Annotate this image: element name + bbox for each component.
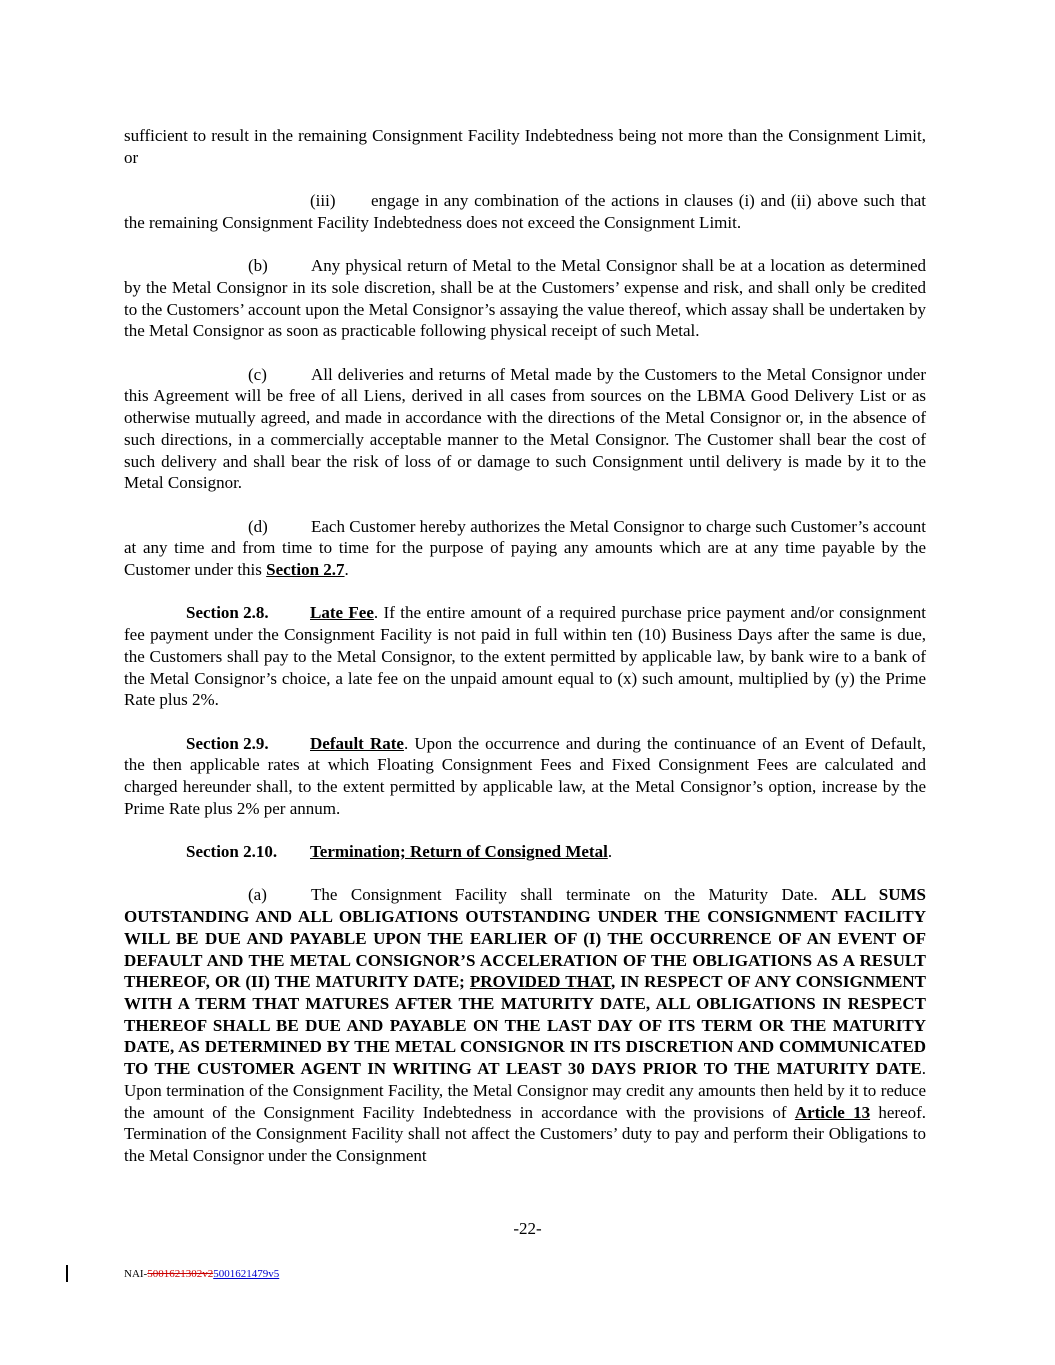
document-id-inserted: 5001621479v5 xyxy=(213,1268,280,1280)
clause-b xyxy=(124,255,926,342)
section-title: Default Rate xyxy=(310,733,404,753)
section-text: . Upon the occurrence and during the continuance of an Event of Default, the then applicable rates at which Floating Consignment Fees and Fixed Consignment Fees are calculated and charged hereunder shall, to the extent permitted by applicable law, at the Metal Consignor’s option, increase by the Prime Rate plus 2% per annum. xyxy=(124,733,926,818)
clause-text: Each Customer hereby authorizes the Metal Consignor to charge such Customer’s account at any time and from time to time for the purpose of paying any amounts which are at any time payable by the Customer under this xyxy=(124,516,926,579)
article-reference: Article 13 xyxy=(794,1102,871,1122)
clause-label: (a) xyxy=(248,885,267,905)
section-number: Section 2.10. xyxy=(186,842,278,862)
revision-change-bar xyxy=(66,1265,68,1282)
document-body xyxy=(124,125,926,1188)
clause-label: (b) xyxy=(248,256,268,276)
clause-c xyxy=(124,364,926,494)
clause-text: Any physical return of Metal to the Metal Consignor shall be at a location as determined by the Metal Consignor in its sole discretion, shall be at the Customers’ expense and risk, and shall only be credited to the Customers’ account upon the Metal Consignor’s assaying the value thereof, which assay shall be undertaken by the Metal Consignor as soon as practicable following physical receipt of such Metal. xyxy=(124,256,926,341)
page-number: -22- xyxy=(513,1219,542,1238)
clause-bold-text: , IN RESPECT OF ANY CONSIGNMENT WITH A TERM THAT MATURES AFTER THE MATURITY DATE, ALL OBLIGATIONS IN RESPECT THEREOF SHALL BE DUE AND PAYABLE ON THE LAST DAY OF ITS TERM OR THE MATURITY DATE, AS DETERMINED BY THE METAL CONSIGNOR IN ITS DISCRETION AND COMMUNICATED TO THE CUSTOMER AGENT IN WRITING AT LEAST 30 DAYS PRIOR TO THE MATURITY DATE xyxy=(124,972,926,1079)
section-text: . If the entire amount of a required purchase price payment and/or consignment fee payment under the Consignment Facility is not paid in full within ten (10) Business Days after the same is due, the Customers shall pay to the Metal Consignor, to the extent permitted by applicable law, by bank wire to a bank of the Metal Consignor’s choice, a late fee on the unpaid amount equal to (x) such amount, multiplied by (y) the Prime Rate plus 2%. xyxy=(124,603,926,710)
clause-d xyxy=(124,516,926,581)
clause-text-end: . xyxy=(344,560,349,579)
document-id-deleted: 5001621302v2 xyxy=(147,1268,214,1280)
clause-label: (c) xyxy=(248,364,267,384)
clause-label: (iii) xyxy=(310,191,336,211)
section-2-9 xyxy=(124,733,926,820)
clause-text: engage in any combination of the actions in clauses (i) and (ii) above such that the remaining Consignment Facility Indebtedness does not exceed the Consignment Limit. xyxy=(124,191,926,232)
section-number: Section 2.8. xyxy=(186,603,269,623)
paragraph-text: sufficient to result in the remaining Consignment Facility Indebtedness being not more than the Consignment Limit, or xyxy=(124,126,926,167)
clause-iii xyxy=(124,190,926,233)
clause-bold-text: ALL SUMS OUTSTANDING AND ALL OBLIGATIONS OUTSTANDING UNDER THE CONSIGNMENT FACILITY WILL BE DUE AND PAYABLE UPON THE EARLIER OF (I) THE OCCURRENCE OF AN EVENT OF DEFAULT AND THE METAL CONSIGNOR’S ACCELERATION OF THE OBLIGATIONS AS A RESULT THEREOF, OR (II) THE MATURITY DATE; xyxy=(124,885,927,992)
section-title: Late Fee xyxy=(310,603,374,623)
clause-text: The Consignment Facility shall terminate on the Maturity Date. xyxy=(311,885,832,905)
paragraph-continuation xyxy=(124,125,926,168)
clause-text: hereof. Termination of the Consignment Facility shall not affect the Customers’ duty to pay and perform their Obligations to the Metal Consignor under the Consignment xyxy=(124,1102,926,1165)
section-2-8 xyxy=(124,602,926,711)
section-title: Termination; Return of Consigned Metal xyxy=(310,842,608,862)
section-number: Section 2.9. xyxy=(186,733,269,753)
clause-a xyxy=(124,884,926,1166)
clause-text: . Upon termination of the Consignment Facility, the Metal Consignor may credit any amounts then held by it to reduce the amount of the Consignment Facility Indebtedness in accordance with the provisions of xyxy=(124,1059,926,1122)
document-id xyxy=(124,1268,279,1280)
clause-text: All deliveries and returns of Metal made by the Customers to the Metal Consignor under this Agreement will be free of all Liens, derived in all cases from sources on the LBMA Good Delivery List or as otherwise mutually agreed, and made in accordance with the directions of the Metal Consignor or, in the absence of such directions, in a commercially acceptable manner to the Metal Consignor. The Customer shall bear the cost of such delivery and shall bear the risk of loss of or damage to such Consignment until delivery is made by it to the Metal Consignor. xyxy=(124,364,926,493)
proviso-term: PROVIDED THAT xyxy=(469,972,611,992)
clause-label: (d) xyxy=(248,516,268,536)
section-2-10 xyxy=(124,841,926,863)
document-id-prefix: NAI- xyxy=(124,1268,148,1280)
section-title-end: . xyxy=(607,842,613,862)
section-reference: Section 2.7 xyxy=(266,560,345,579)
